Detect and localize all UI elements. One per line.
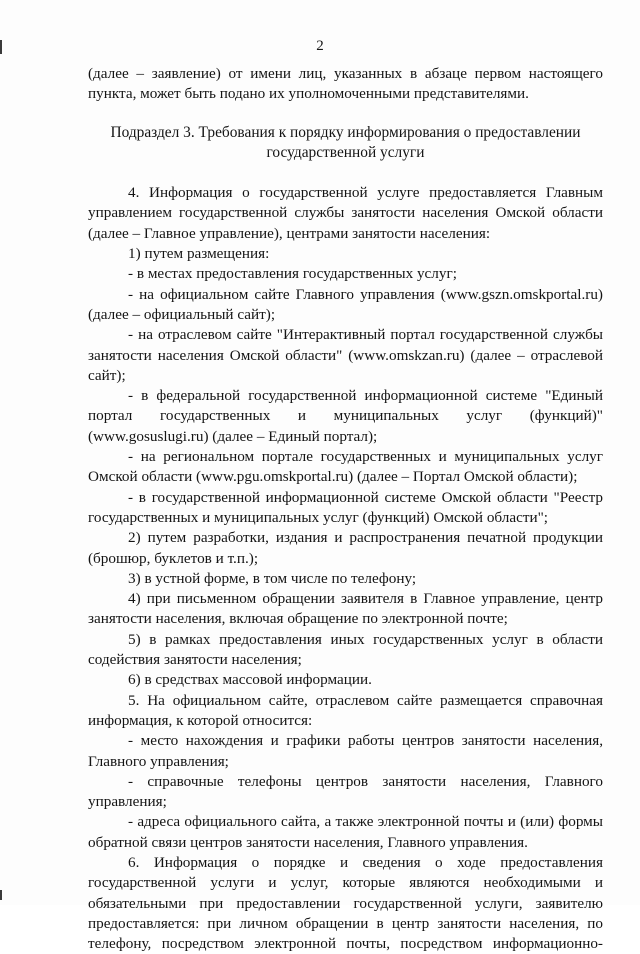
subsection-title-line: государственной услуги xyxy=(266,143,425,161)
document-body xyxy=(88,64,603,954)
list-item: - на отраслевом сайте "Интерактивный портал государственной службы занятости населения Омской области" (www.omskzan.ru) (далее – отраслевой сайт); xyxy=(88,326,603,384)
list-item: - справочные телефоны центров занятости населения, Главного управления; xyxy=(88,772,603,811)
scan-edge-mark xyxy=(0,890,2,900)
list-item: 5) в рамках предоставления иных государственных услуг в области содействия занятости населения; xyxy=(88,630,603,669)
list-item: 6) в средствах массовой информации. xyxy=(128,671,372,689)
list-item: - на официальном сайте Главного управления (www.gszn.omskportal.ru) (далее – официальный сайт); xyxy=(88,285,603,323)
paragraph-4: 4. Информация о государственной услуге предоставляется Главным управлением государственной службы занятости населения Омской области (далее – Главное управление), центрами занятости населения: xyxy=(88,184,603,242)
list-item: 1) путем размещения: xyxy=(128,245,270,263)
list-item: - адреса официального сайта, а также электронной почты и (или) формы обратной связи центров занятости населения, Главного управления. xyxy=(88,813,603,851)
list-item: 3) в устной форме, в том числе по телефону; xyxy=(128,569,417,587)
list-item: 2) путем разработки, издания и распространения печатной продукции (брошюр, буклетов и т.п.); xyxy=(88,529,603,567)
list-item: - на региональном портале государственных и муниципальных услуг Омской области (www.pgu.omskportal.ru) (далее – Портал Омской области); xyxy=(88,448,603,486)
list-item: - в местах предоставления государственных услуг; xyxy=(128,265,457,283)
subsection-title-line: Подраздел 3. Требования к порядку информирования о предоставлении xyxy=(110,123,581,141)
list-item: - место нахождения и графики работы центров занятости населения, Главного управления; xyxy=(88,732,603,770)
paragraph-6: 6. Информация о порядке и сведения о ходе предоставления государственной услуги и услуг, которые являются необходимыми и обязательными при предоставлении государственной услуги, заявителю предоставляется: при личном обращении в центр занятости населения, по телефону, посредством электронной почты, посредством информационно- xyxy=(88,853,603,953)
page-number: 2 xyxy=(316,38,324,54)
paragraph-5: 5. На официальном сайте, отраслевом сайте размещается справочная информация, к которой относится: xyxy=(88,691,603,729)
list-item: 4) при письменном обращении заявителя в Главное управление, центр занятости населения, включая обращение по электронной почте; xyxy=(88,590,603,628)
intro-paragraph: (далее – заявление) от имени лиц, указанных в абзаце первом настоящего пункта, может быть подано их уполномоченными представителями. xyxy=(88,65,603,103)
list-item: - в государственной информационной системе Омской области "Реестр государственных и муниципальных услуг (функций) Омской области"; xyxy=(88,488,603,526)
subsection-title xyxy=(88,123,603,164)
list-item: - в федеральной государственной информационной системе "Единый портал государственных и муниципальных услуг (функций)" (www.gosuslugi.ru) (далее – Единый портал); xyxy=(88,387,603,445)
